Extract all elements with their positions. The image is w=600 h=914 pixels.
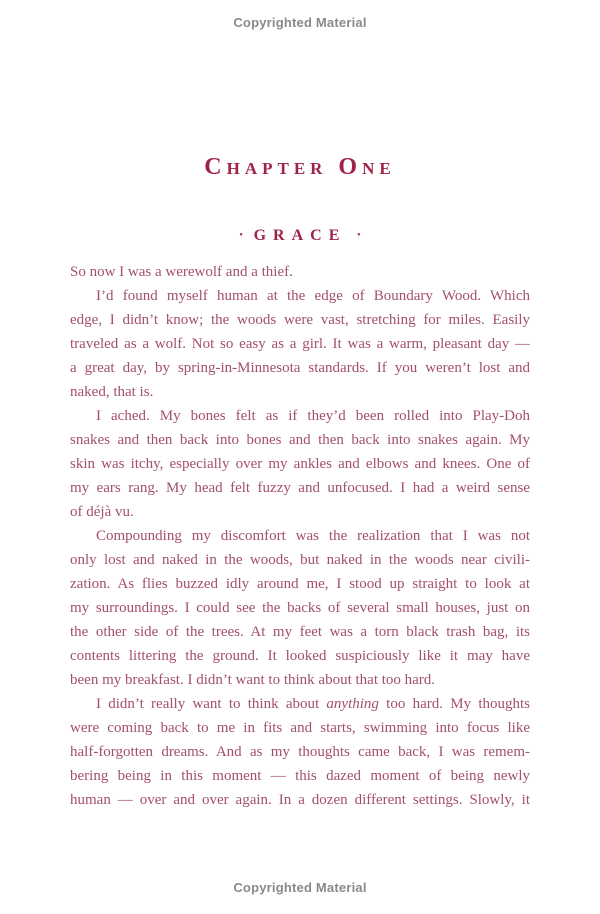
body-text: [70, 260, 530, 812]
text-line: I ached. My bones felt as if they’d been rolled into Play-Doh: [96, 408, 530, 424]
section-heading: [0, 227, 600, 245]
text-line: my surroundings. I could see the backs of several small houses, just on: [70, 600, 530, 616]
copyright-banner-bottom: Copyrighted Material: [233, 880, 367, 895]
text-line: been my breakfast. I didn’t want to think about that too hard.: [70, 672, 436, 688]
text-line: human — over and over again. In a dozen different settings. Slowly, it: [70, 792, 530, 808]
text-line: So now I was a werewolf and a thief.: [70, 264, 293, 280]
text-line: snakes and then back into bones and then back into snakes again. My: [70, 432, 530, 448]
text-line: naked, that is.: [70, 384, 154, 400]
text-line: I’d found myself human at the edge of Boundary Wood. Which: [96, 288, 530, 304]
text-line: edge, I didn’t know; the woods were vast, stretching for miles. Easily: [70, 312, 530, 328]
text-line: skin was itchy, especially over my ankles and elbows and knees. One of: [70, 456, 530, 472]
text-line: zation. As flies buzzed idly around me, I stood up straight to look at: [70, 576, 530, 592]
text-line: were coming back to me in fits and starts, swimming into focus like: [70, 720, 530, 736]
text-line: I didn’t really want to think about anything too hard. My thoughts: [96, 696, 530, 712]
section-dot-left: ·: [238, 227, 244, 243]
text-line: of déjà vu.: [70, 504, 134, 520]
copyright-banner-top: Copyrighted Material: [233, 15, 367, 30]
text-line: Compounding my discomfort was the realization that I was not: [96, 528, 530, 544]
section-name: GRACE: [253, 227, 347, 244]
text-line: my ears rang. My head felt fuzzy and unfocused. I had a weird sense: [70, 480, 530, 496]
text-line: only lost and naked in the woods, but naked in the woods near civili-: [70, 552, 530, 568]
text-line: half-forgotten dreams. And as my thoughts came back, I was remem-: [70, 744, 530, 760]
text-line: the other side of the trees. At my feet was a torn black trash bag, its: [70, 624, 530, 640]
chapter-title: Chapter One: [204, 154, 396, 180]
section-dot-right: ·: [356, 227, 362, 243]
text-line: a great day, by spring-in-Minnesota standards. If you weren’t lost and: [70, 360, 530, 376]
text-line: traveled as a wolf. Not so easy as a girl. It was a warm, pleasant day —: [70, 336, 530, 352]
text-line: bering being in this moment — this dazed moment of being newly: [70, 768, 530, 784]
text-line: contents littering the ground. It looked suspiciously like it may have: [70, 648, 530, 664]
